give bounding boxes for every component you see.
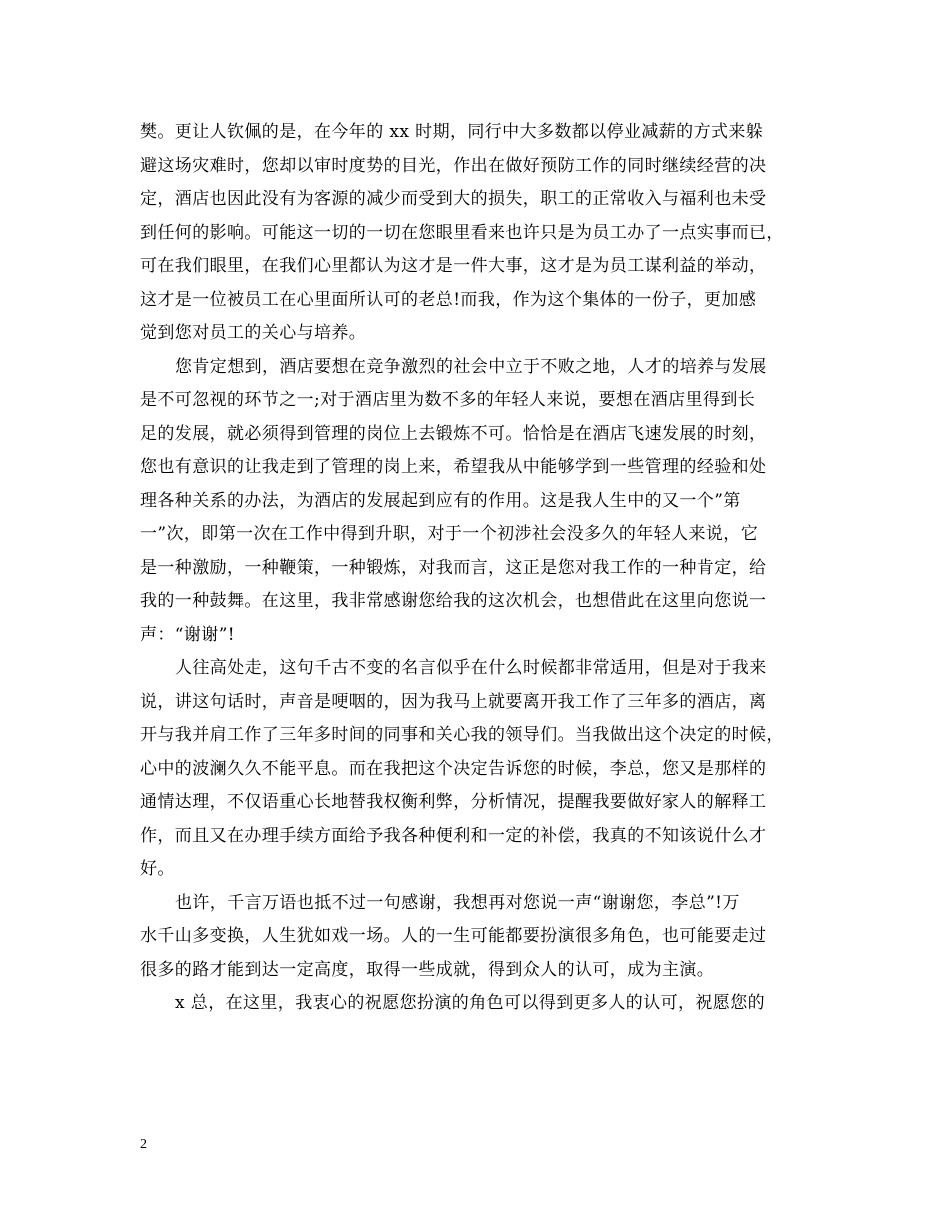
text-line: 这才是一位被员工在心里面所认可的老总!而我，作为这个集体的一份子，更加感 [140, 289, 757, 310]
text-line: 到任何的影响。可能这一切的一切在您眼里看来也许只是为员工办了一点实事而已， [140, 222, 784, 243]
body-text [140, 116, 830, 1021]
text-line: 通情达理，不仅语重心长地替我权衡利弊，分析情况，提醒我要做好家人的解释工 [140, 792, 767, 812]
text-line: 是不可忽视的环节之一;对于酒店里为数不多的年轻人来说，要想在酒店里得到长 [140, 390, 756, 410]
text-line: 可在我们眼里，在我们心里都认为这才是一件大事，这才是为员工谋利益的举动， [140, 256, 767, 276]
text-line: 一”次，即第一次在工作中得到升职，对于一个初涉社会没多久的年轻人来说，它 [140, 524, 759, 544]
text-line: 心中的波澜久久不能平息。而在我把这个决定告诉您的时候，李总，您又是那样的 [140, 758, 767, 779]
text-line: 好。 [140, 859, 175, 879]
paragraph-first-line: 也许，千言万语也抵不过一句感谢，我想再对您说一声“谢谢您，李总”!万 [175, 892, 740, 913]
paragraph-first-line: 人往高处走，这句千古不变的名言似乎在什么时候都非常适用，但是对于我来 [175, 658, 767, 678]
text-line: 避这场灾难时，您却以审时度势的目光，作出在做好预防工作的同时继续经营的决 [140, 155, 767, 176]
text-line: 觉到您对员工的关心与培养。 [140, 323, 367, 343]
text-line: 很多的路才能到达一定高度，取得一些成就，得到众人的认可，成为主演。 [140, 959, 715, 980]
paragraph-first-line: x 总，在这里，我衷心的祝愿您扮演的角色可以得到更多人的认可，祝愿您的 [175, 993, 765, 1013]
text-line: 作，而且又在办理手续方面给予我各种便利和一定的补偿，我真的不知该说什么才 [140, 825, 767, 846]
paragraph-first-line: 您肯定想到，酒店要想在竞争激烈的社会中立于不败之地，人才的培养与发展 [175, 356, 767, 377]
text-line: 樊。更让人钦佩的是，在今年的 xx 时期，同行中大多数都以停业减薪的方式来躲 [140, 122, 764, 142]
text-line: 我的一种鼓舞。在这里，我非常感谢您给我的这次机会，也想借此在这里向您说一 [140, 591, 767, 611]
text-line: 您也有意识的让我走到了管理的岗上来，希望我从中能够学到一些管理的经验和处 [140, 457, 767, 477]
page-number: 2 [140, 1137, 147, 1152]
text-line: 定，酒店也因此没有为客源的减少而受到大的损失，职工的正常收入与福利也未受 [140, 189, 767, 209]
text-line: 开与我并肩工作了三年多时间的同事和关心我的领导们。当我做出这个决定的时候， [140, 725, 784, 745]
text-line: 理各种关系的办法，为酒店的发展起到应有的作用。这是我人生中的又一个”第 [140, 490, 741, 511]
text-line: 是一种激励，一种鞭策，一种锻炼，对我而言，这正是您对我工作的一种肯定，给 [140, 557, 767, 578]
text-line: 说，讲这句话时，声音是哽咽的，因为我马上就要离开我工作了三年多的酒店，离 [140, 691, 767, 712]
text-line: 声：“谢谢”! [140, 624, 236, 645]
text-line: 足的发展，就必须得到管理的岗位上去锻炼不可。恰恰是在酒店飞速发展的时刻， [140, 423, 767, 444]
text-line: 水千山多变换，人生犹如戏一场。人的一生可能都要扮演很多角色，也可能要走过 [140, 926, 767, 946]
